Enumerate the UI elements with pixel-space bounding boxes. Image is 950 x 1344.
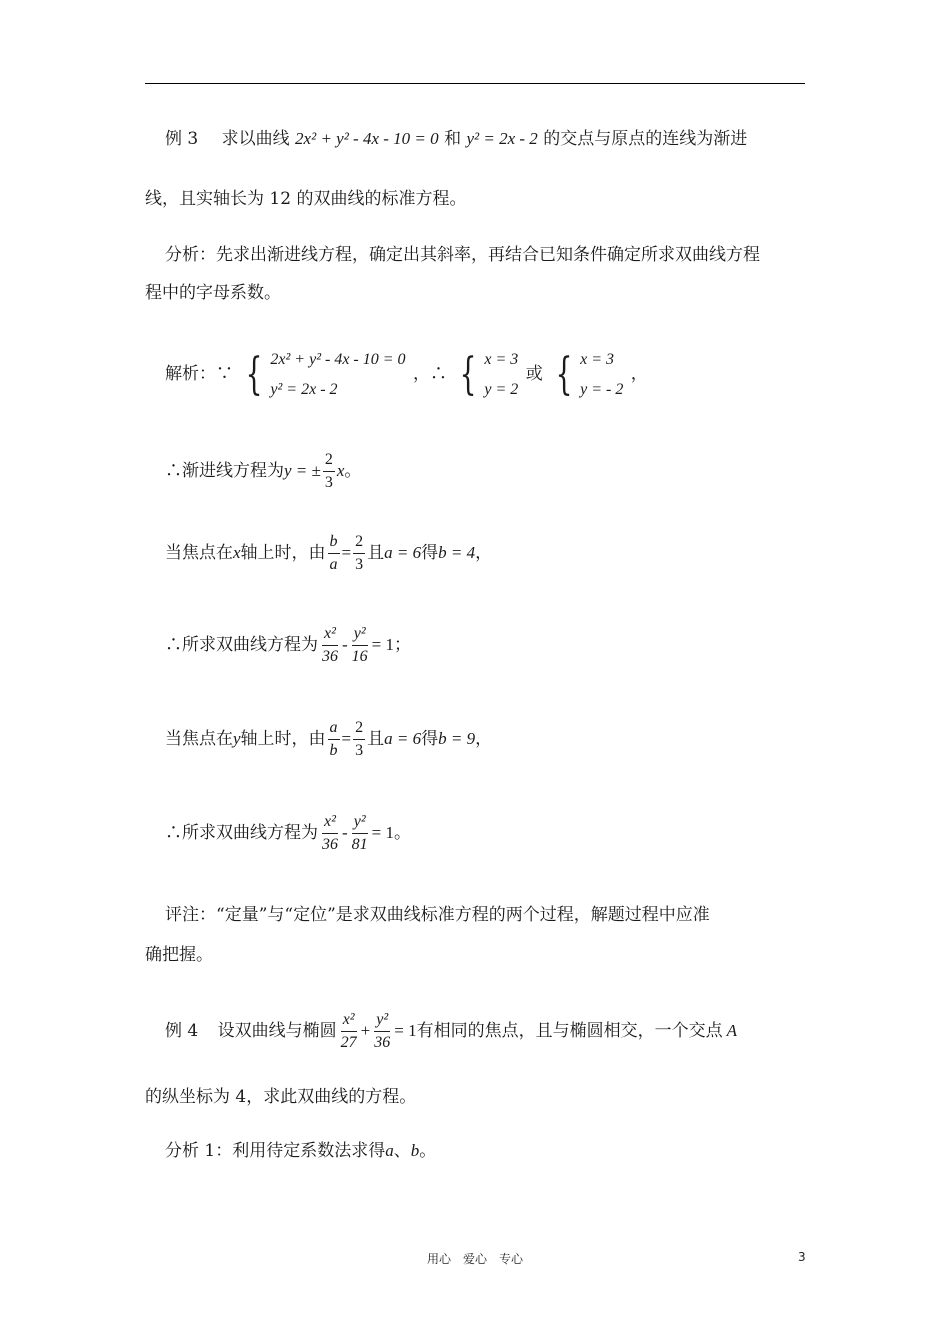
equation-curve-2: y² = 2x - 2 [466, 129, 538, 148]
asymptote-line: ∴渐进线方程为y = ± $\frac{2}{3}$ x。 [165, 451, 362, 491]
comment: 评注：“定量”与“定位”是求双曲线标准方程的两个过程，解题过程中应准 [165, 905, 710, 925]
header-rule [145, 83, 805, 84]
example-4-line-2: 的纵坐标为 4，求此双曲线的方程。 [145, 1087, 417, 1107]
solution-system-2: { x = 3 y = 2 [459, 348, 519, 400]
fraction-2-3: $\frac{2}{3}$ [355, 533, 364, 573]
fraction-2-3: $\frac{2}{3}$ [355, 719, 364, 759]
solution-systems: 解析：∵ { 2x² + y² - 4x - 10 = 0 y² = 2x - 2 ，∴ { x = 3 y = 2 或 { x = 3 y = - 2 ， [145, 344, 810, 405]
solution-system-3: { x = 3 y = - 2 [555, 348, 624, 400]
analysis-4: 分析 1：利用待定系数法求得a、b。 [165, 1141, 437, 1161]
equation-system-1: { 2x² + y² - 4x - 10 = 0 y² = 2x - 2 [246, 348, 406, 400]
example-4: 例 4 设双曲线与椭圆 $\frac{\text{x²}}{27}$ + $\frac{\text{y²}}{36}$ = 1有相同的焦点，且与椭圆相交，一个交点 A [165, 1011, 737, 1051]
ellipse-term-1: $\frac{\text{x²}}{27}$ [340, 1011, 357, 1051]
ellipse-term-2: $\frac{\text{y²}}{36}$ [374, 1011, 391, 1051]
analysis-3-line-2: 程中的字母系数。 [145, 283, 281, 303]
example-3: 例 3 求以曲线 2x² + y² - 4x - 10 = 0 和 y² = 2x - 2 的交点与原点的连线为渐进 [165, 129, 748, 149]
example-3-line-2: 线，且实轴长为 12 的双曲线的标准方程。 [145, 189, 467, 209]
analysis-3: 分析：先求出渐进线方程，确定出其斜率，再结合已知条件确定所求双曲线方程 [165, 245, 760, 265]
footer-motto: 用心 爱心 专心 [426, 1252, 523, 1266]
fraction-a-over-b: $\frac{a}{b}$ [329, 719, 338, 759]
comment-line-2: 确把握。 [145, 945, 213, 965]
equation-curve-1: 2x² + y² - 4x - 10 = 0 [295, 129, 439, 148]
case-x-axis: 当焦点在x轴上时，由 $\frac{b}{a}$ = $\frac{2}{3}$ 且a = 6得b = 4， [165, 533, 493, 573]
result-hyperbola-2: ∴所求双曲线方程为 $\frac{\text{x²}}{36}$ - $\frac{\text{y²}}{81}$ = 1。 [165, 813, 412, 853]
result-hyperbola-1: ∴所求双曲线方程为 $\frac{\text{x²}}{36}$ - $\frac{\text{y²}}{16}$ = 1； [165, 625, 412, 665]
fraction-2-3: $\frac{2}{3}$ [324, 451, 333, 491]
fraction-b-over-a: $\frac{b}{a}$ [329, 533, 338, 573]
case-y-axis: 当焦点在y轴上时，由 $\frac{a}{b}$ = $\frac{2}{3}$ 且a = 6得b = 9， [165, 719, 493, 759]
page-number: 3 [798, 1250, 806, 1264]
